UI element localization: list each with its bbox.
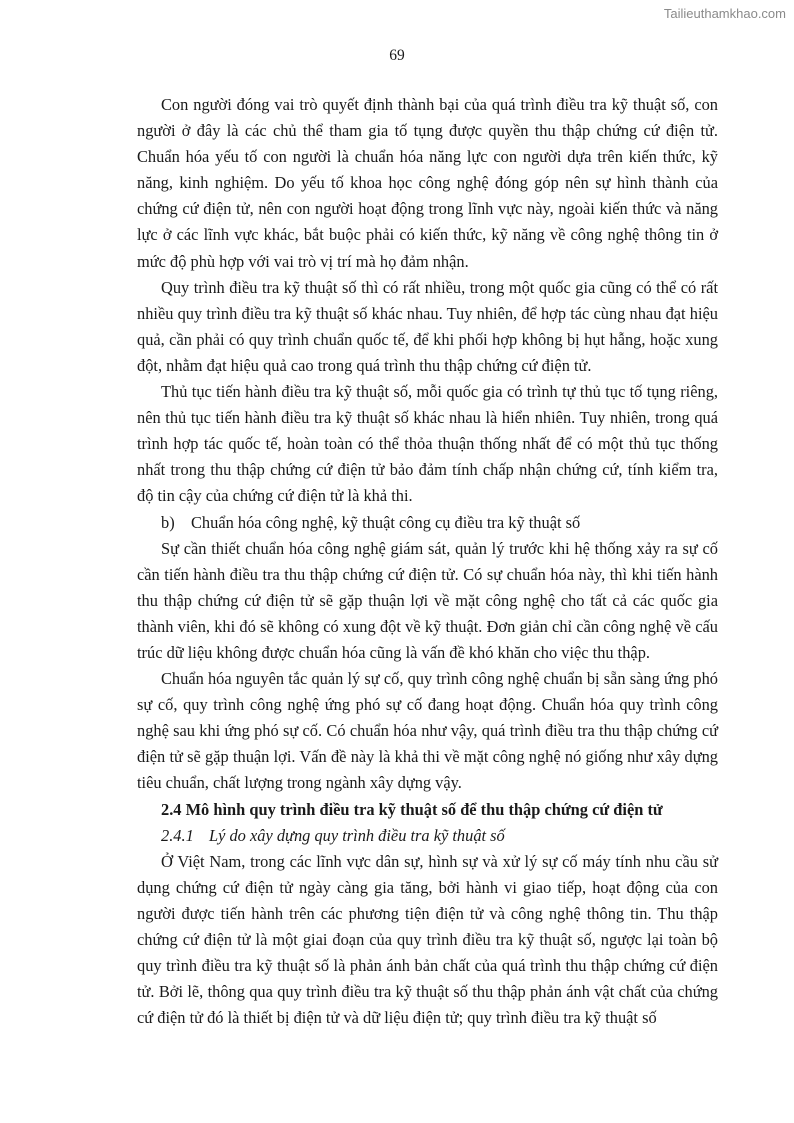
paragraph-tech-necessity: Sự cần thiết chuẩn hóa công nghệ giám sát, quản lý trước khi hệ thống xảy ra sự cố cần tiến hành điều tra thu thập chứng cứ điện tử. Có sự chuẩn hóa này, thì khi tiến hành thu thập chứng cứ điện tử sẽ gặp thuận lợi về mặt công nghệ cho tất cả các quốc gia thành viên, khi đó sẽ không có xung đột về kỹ thuật. Đơn giản chỉ cần công nghệ về cấu trúc dữ liệu không được chuẩn hóa cũng là vấn đề khó khăn cho việc thu thập. bbox=[137, 538, 718, 662]
list-marker: b) bbox=[161, 512, 175, 532]
paragraph-vietnam: Ở Việt Nam, trong các lĩnh vực dân sự, hình sự và xử lý sự cố máy tính nhu cầu sử dụng chứng cứ điện tử ngày càng gia tăng, bởi hành vi giao tiếp, hoạt động của con người được tiến hành trên các phương tiện điện tử và công nghệ thông tin. Thu thập chứng cứ điện tử là một giai đoạn của quy trình điều tra kỹ thuật số, ngược lại toàn bộ quy trình điều tra kỹ thuật số là phản ánh bản chất của quá trình thu thập chứng cứ điện tử. Bởi lẽ, thông qua quy trình điều tra kỹ thuật số thu thập phản ánh vật chất của chứng cứ điện tử đó là thiết bị điện tử và dữ liệu điện tử; quy trình điều tra kỹ thuật số bbox=[137, 851, 718, 1028]
paragraph-process: Quy trình điều tra kỹ thuật số thì có rất nhiều, trong một quốc gia cũng có thể có rất nhiều quy trình điều tra kỹ thuật số khác nhau. Tuy nhiên, để hợp tác cùng nhau đạt hiệu quả, cần phải có quy trình chuẩn quốc tế, để khi phối hợp không bị hụt hẫng, hoặc xung đột, nhằm đạt hiệu quả cao trong quá trình thu thập chứng cứ điện tử. bbox=[137, 277, 718, 375]
subsection-heading bbox=[137, 823, 718, 849]
subsection-title: Lý do xây dựng quy trình điều tra kỹ thuật số bbox=[209, 825, 505, 845]
list-item-text: Chuẩn hóa công nghệ, kỹ thuật công cụ điều tra kỹ thuật số bbox=[191, 512, 581, 532]
paragraph-human-factor: Con người đóng vai trò quyết định thành bại của quá trình điều tra kỹ thuật số, con người ở đây là các chủ thể tham gia tố tụng được quyền thu thập chứng cứ điện tử. Chuẩn hóa yếu tố con người là chuẩn hóa năng lực con người dựa trên kiến thức, kỹ năng, kinh nghiệm. Do yếu tố khoa học công nghệ đóng góp nên sự hình thành của chứng cứ điện tử, nên con người hoạt động trong lĩnh vực này, ngoài kiến thức và năng lực ở các lĩnh vực khác, bắt buộc phải có kiến thức, kỹ năng về công nghệ thông tin ở mức độ phù hợp với vai trò vị trí mà họ đảm nhận. bbox=[137, 95, 718, 271]
page-number: 69 bbox=[389, 47, 405, 64]
subsection-number: 2.4.1 bbox=[161, 825, 194, 845]
list-item-b bbox=[137, 510, 718, 536]
document-body bbox=[137, 92, 718, 1031]
paragraph-procedure: Thủ tục tiến hành điều tra kỹ thuật số, mỗi quốc gia có trình tự thủ tục tố tụng riêng, nên thủ tục tiến hành điều tra kỹ thuật số khác nhau là hiển nhiên. Tuy nhiên, trong quá trình hợp tác quốc tế, hoàn toàn có thể thỏa thuận thống nhất để có một thủ tục thống nhất trong thu thập chứng cứ điện tử bảo đảm tính chấp nhận chứng cứ, tính kiểm tra, độ tin cậy của chứng cứ điện tử là khả thi. bbox=[137, 382, 718, 506]
section-heading: 2.4 Mô hình quy trình điều tra kỹ thuật số để thu thập chứng cứ điện tử bbox=[161, 799, 663, 819]
paragraph-incident-standardization: Chuẩn hóa nguyên tắc quản lý sự cố, quy trình công nghệ chuẩn bị sẵn sàng ứng phó sự cố, quy trình công nghệ ứng phó sự cố đang hoạt động. Chuẩn hóa quy trình công nghệ sau khi ứng phó sự cố. Có chuẩn hóa như vậy, quá trình điều tra thu thập chứng cứ điện tử sẽ gặp thuận lợi. Vấn đề này là khả thi về mặt công nghệ nó giống như xây dựng tiêu chuẩn, chất lượng trong ngành xây dựng vậy. bbox=[137, 669, 718, 793]
watermark-text: Tailieuthamkhao.com bbox=[663, 6, 786, 21]
